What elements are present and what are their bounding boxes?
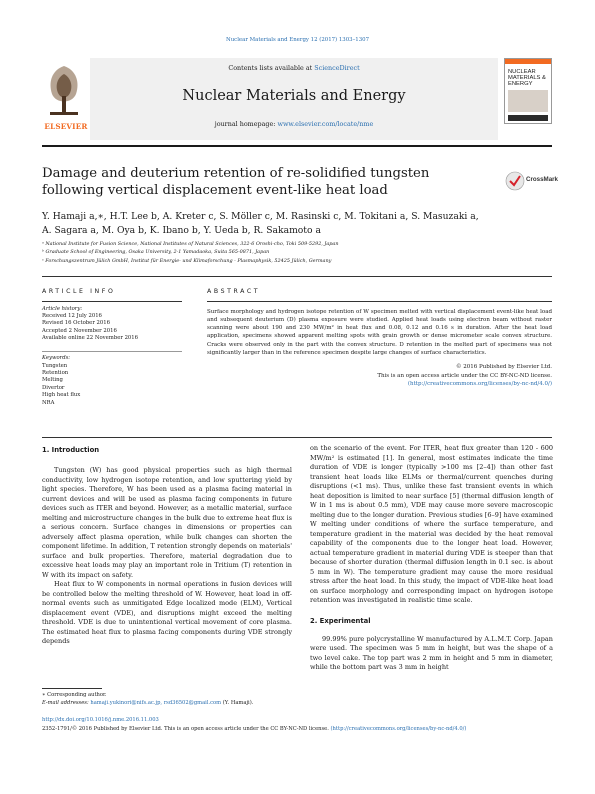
email-note — [42, 699, 292, 707]
email-prefix: E-mail addresses: — [42, 700, 91, 706]
cover-title: NUCLEAR MATERIALS & ENERGY — [508, 69, 546, 87]
affiliation-c: ᶜ Forschungszentrum Jülich GmbH, Institut für Energie- und Klimaforschung - Plasmaphysik, 52425 Jülich, Germany — [42, 257, 332, 264]
contents-prefix: Contents lists available at — [228, 64, 315, 72]
abstract-text: Surface morphology and hydrogen isotope retention of W specimen melted with vertical displacement event-like heat load and subsequent deuterium (D) plasma exposure were studied. Applied heat loads using electron beam without raster scanning were about 190 and 230 MW/m² in heat flux and 0.08, 0.12 and 0.16 s in duration. After the heat load application, specimens showed apparent melting spots with grain growth or dense micrometer scale convex structure. Cracks were observed only in the part with the convex structure. D retention in the melted part of specimens was not significantly larger than in the reference specimen despite large changes of surface characteristics. — [207, 308, 552, 357]
cover-bottom-bar — [508, 115, 548, 121]
keyword: Retention — [42, 370, 69, 377]
email-suffix: (Y. Hamaji). — [221, 700, 254, 706]
license-link[interactable]: (http://creativecommons.org/licenses/by-nc-nd/4.0/) — [407, 380, 552, 387]
body-right-column — [310, 444, 553, 673]
keywords-rule — [42, 351, 182, 352]
abstract-section — [207, 288, 552, 388]
abstract-divider — [42, 437, 552, 438]
experimental-paragraph-1: 99.99% pure polycrystalline W manufactured by A.L.M.T. Corp. Japan were used. The specimen was 5 mm in height, but was the shape of a two level cake. The top part was 2 mm in height and 5 mm in diameter, while the bottom part was 3 mm in height — [310, 634, 553, 671]
cover-image — [508, 90, 548, 112]
keyword: Divertor — [42, 384, 65, 391]
corresponding-author-note: ∗ Corresponding author. — [42, 692, 107, 698]
intro-paragraph-2: Heat flux to W components in normal operations in fusion devices will be controlled below the melting threshold of W. However, heat load in off-normal events such as unmitigated Edge localized mode (ELM), Vertical displacement event (VDE), and disruptions might exceed the melting threshold. VDE is due to unintentional vertical movement of core plasma. The estimated heat flux to plasma facing components during VDE strongly depends — [42, 580, 292, 645]
introduction-heading: 1. Introduction — [42, 446, 100, 454]
history-accepted: Accepted 2 November 2016 — [42, 327, 117, 334]
bottom-license-text: 2352-1791/© 2016 Published by Elsevier Ltd. This is an open access article under the CC BY-NC-ND license. — [42, 726, 331, 732]
bottom-license — [42, 726, 562, 734]
affiliations — [42, 240, 552, 265]
bottom-license-link[interactable]: (http://creativecommons.org/licenses/by-nc-nd/4.0/) — [330, 726, 467, 732]
history-label: Article history: — [42, 305, 83, 312]
authors-line-2: A. Sagara a, M. Oya b, K. Ibano b, Y. Ueda b, R. Sakamoto a — [42, 225, 321, 236]
journal-header — [42, 58, 552, 140]
history-revised: Revised 16 October 2016 — [42, 320, 111, 327]
license-line: This is an open access article under the CC BY-NC-ND license. — [377, 372, 552, 379]
footnote-rule — [42, 688, 102, 689]
abstract-label: ABSTRACT — [207, 288, 261, 295]
article-info-label: ARTICLE INFO — [42, 288, 116, 295]
publisher-name: ELSEVIER — [44, 122, 88, 131]
author-list — [42, 210, 512, 238]
keyword: High heat flux — [42, 392, 81, 399]
experimental-heading: 2. Experimental — [310, 616, 371, 625]
body-left-column — [42, 446, 292, 647]
article-title: Damage and deuterium retention of re-solidified tungsten following vertical displacement event-like heat load — [42, 166, 430, 198]
affiliation-b: ᵇ Graduate School of Engineering, Osaka University, 2-1 Yamadaoka, Suita 565-0871, Japan — [42, 249, 270, 256]
right-paragraph-1: on the scenario of the event. For ITER, heat flux greater than 120 - 600 MW/m² is estimated [1]. In general, most estimates indicate the time duration of VDE is longer (typically >100 ms [2–4]) than other fast transient heat loads like ELMs or thermal/current quenches during disruptions (<1 ms). Thus, unlike these fast transient events in which heat deposition is limited to near surface [5] (thermal diffusion length of W in 1 ms is about 0.5 mm), VDE may cause more severe macroscopic melting due to the longer duration. Previous studies [6–9] have examined W melting under conditions of where the surface temperature, and temperature gradient in the material was decided by the heat removal capability of the components due to the longer heat load. However, actual temperature gradient in material during VDE is steeper than that because of shorter duration (thermal diffusion length in 0.1 sec. is about 5 mm in W). The temperature gradient may cause the more residual stress after the heat load. In this study, the impact of VDE-like heat load on surface morphology and corresponding impact on hydrogen isotope retention was investigated in realistic time scale. — [310, 444, 553, 604]
email-links[interactable]: hamaji.yukinori@nifs.ac.jp, rsd36502@gmail.com — [90, 700, 222, 706]
doi-link[interactable]: http://dx.doi.org/10.1016/j.nme.2016.11.003 — [42, 717, 159, 723]
intro-paragraph-1: Tungsten (W) has good physical properties such as high thermal conductivity, low hydrogen isotope retention, and low sputtering yield by light species. Therefore, W has been used as a plasma facing material in current devices and will be used as plasma facing components in future devices such as ITER and beyond. However, as a metallic material, surface melting and microstructure changes in the bulk due to extreme heat flux is a serious concern. Surface changes in dimensions or properties can adversely affect plasma operation, while bulk changes can shorten the component lifetime. In addition, T retention strongly depends on materials' surface and bulk properties. Therefore, material degradation due to excessive heat loads may play an important role in Tritium (T) retention in W with its impact on safety. — [42, 466, 292, 579]
journal-cover-thumbnail[interactable] — [504, 58, 552, 124]
history-online: Available online 22 November 2016 — [42, 335, 139, 342]
homepage-link[interactable]: www.elsevier.com/locate/nme — [277, 120, 374, 128]
homepage-prefix: journal homepage: — [214, 120, 278, 128]
keyword: Melting — [42, 377, 63, 384]
footnotes — [42, 691, 292, 707]
crossmark-badge[interactable] — [505, 168, 558, 194]
copyright-line: © 2016 Published by Elsevier Ltd. — [455, 364, 552, 371]
journal-reference[interactable]: Nuclear Materials and Energy 12 (2017) 1303–1307 — [225, 37, 369, 43]
sciencedirect-link[interactable]: ScienceDirect — [314, 64, 360, 72]
contents-line — [90, 64, 498, 72]
abstract-rule — [207, 301, 552, 302]
info-rule — [42, 301, 182, 302]
article-info — [42, 288, 182, 407]
history-received: Received 12 July 2016 — [42, 313, 102, 319]
crossmark-label: CrossMark — [526, 176, 558, 183]
keyword: NRA — [42, 399, 55, 406]
journal-name: Nuclear Materials and Energy — [182, 88, 406, 104]
header-divider — [42, 145, 552, 147]
affiliation-a: ᵃ National Institute for Fusion Science, National Institutes of Natural Sciences, 322-6 Oroshi-cho, Toki 509-5292, Japan — [42, 241, 339, 247]
keywords-label: Keywords: — [42, 355, 71, 362]
keyword: Tungsten — [42, 362, 68, 369]
homepage-line — [90, 120, 498, 128]
affiliation-divider — [42, 276, 552, 277]
authors-line-1: Y. Hamaji a,∗, H.T. Lee b, A. Kreter c, S. Möller c, M. Rasinski c, M. Tokitani a, S. Masuzaki a, — [42, 211, 479, 222]
